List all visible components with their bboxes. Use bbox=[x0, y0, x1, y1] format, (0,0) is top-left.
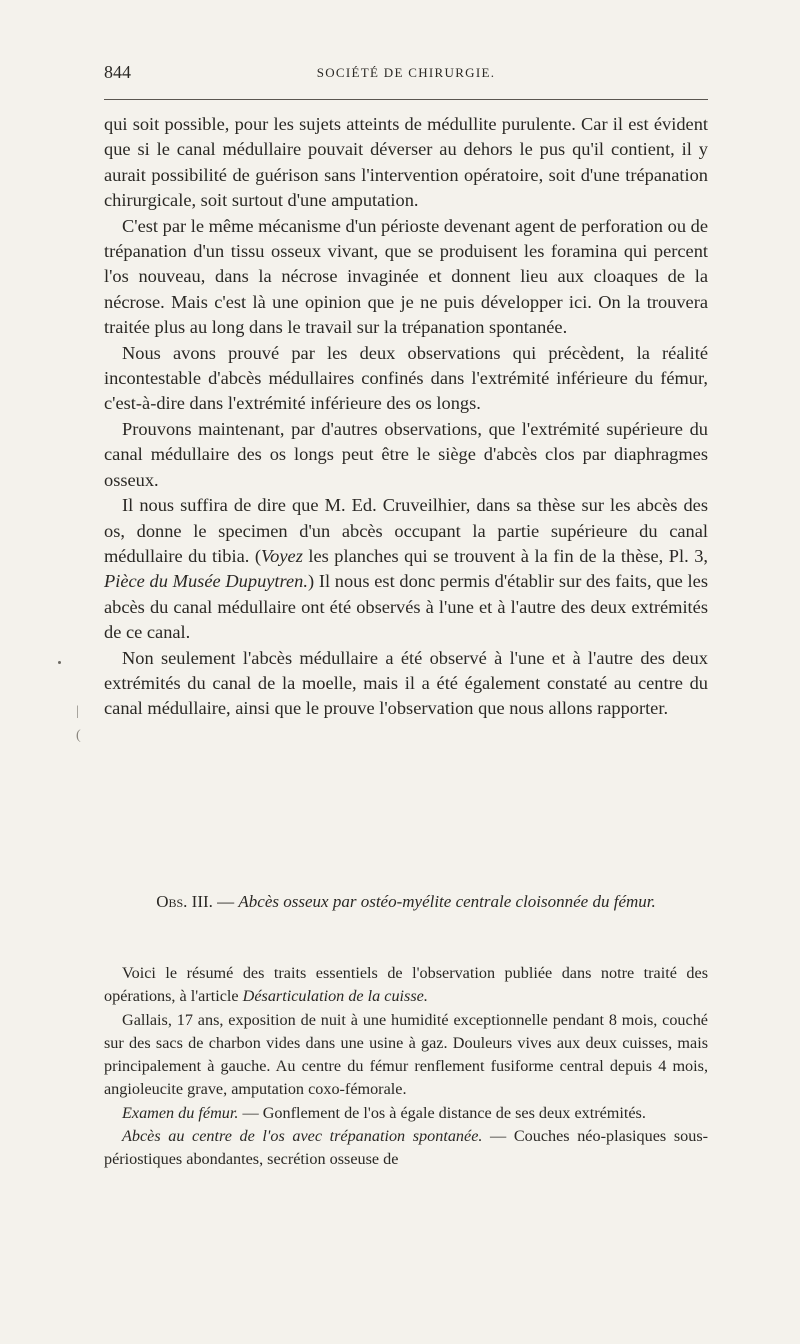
paragraph-2: C'est par le même mécanisme d'un périoste devenant agent de perforation ou de trépanation d'un tissu osseux vivant, que se produisent les foramina qui percent l'os nouveau, dans la nécrose invaginée et donnent lieu aux cloaques de la nécrose. Mais c'est là une opinion que je ne puis développer ici. On la trouvera traitée plus au long dans le travail sur la trépanation spontanée. bbox=[104, 215, 708, 338]
margin-mark: | bbox=[76, 704, 79, 719]
paragraph-6: Non seulement l'abcès médullaire a été observé à l'une et à l'autre des deux extrémités du canal de la moelle, mais il a été également constaté au centre du canal médullaire, ainsi que le prouve l'observation que nous allons rapporter. bbox=[104, 647, 708, 719]
summary-paragraph-4 bbox=[104, 1125, 708, 1172]
summary-3-heading: Examen du fémur. bbox=[122, 1103, 239, 1122]
paragraph-5-part-a: Il nous suffira de dire que M. Ed. Cruveilhier, dans sa thèse sur les abcès des os, donne le specimen d'un abcès occupant la partie supérieure du canal médullaire du tibia. ( bbox=[104, 495, 708, 566]
observation-title: Abcès osseux par ostéo-myélite centrale cloisonnée du fémur. bbox=[238, 892, 656, 911]
observation-heading bbox=[104, 890, 708, 914]
voyez-italic: Voyez bbox=[260, 545, 303, 566]
paragraph-1: qui soit possible, pour les sujets atteints de médullite purulente. Car il est évident que si le canal médullaire pouvait déverser au dehors le pus qu'il contient, il y aurait possibilité de guérison sans l'intervention opératoire, soit d'une trépanation chirurgicale, soit surtout d'une amputation. bbox=[104, 114, 708, 211]
paragraph-4: Prouvons maintenant, par d'autres observations, que l'extrémité supérieure du canal médullaire des os longs peut être le siège d'abcès clos par diaphragmes osseux. bbox=[104, 418, 708, 490]
paragraph-5-part-c: ) Il nous est donc permis d'établir sur des faits, que les abcès du canal médullaire ont été observés à l'une et à l'autre des deux extrémités de ce canal. bbox=[104, 571, 708, 643]
paper-speck bbox=[58, 661, 61, 664]
header-rule bbox=[104, 99, 708, 100]
summary-4-heading: Abcès au centre de l'os avec trépanation spontanée. bbox=[122, 1127, 483, 1146]
summary-1-article: Désarticulation de la cuisse. bbox=[242, 987, 428, 1006]
summary-paragraph-1 bbox=[104, 962, 708, 1009]
page-header bbox=[104, 56, 708, 92]
observation-label: Obs. III. bbox=[156, 892, 213, 911]
paragraph-5-part-b: les planches qui se trouvent à la fin de la thèse, Pl. 3, bbox=[302, 545, 708, 566]
observation-summary bbox=[104, 962, 708, 1172]
paragraph-3: Nous avons prouvé par les deux observations qui précèdent, la réalité incontestable d'abcès médullaires confinés dans l'extrémité inférieure du fémur, c'est-à-dire dans l'extrémité inférieure des os longs. bbox=[104, 342, 708, 414]
running-title: SOCIÉTÉ DE CHIRURGIE. bbox=[316, 65, 496, 80]
page-number: 844 bbox=[104, 62, 131, 82]
main-text bbox=[104, 112, 708, 722]
summary-4-text: — Couches néo-plasiques sous-périostiques abondantes, secrétion osseuse de bbox=[104, 1127, 709, 1169]
piece-musee-italic: Pièce du Musée Dupuytren. bbox=[104, 571, 308, 592]
summary-paragraph-2: Gallais, 17 ans, exposition de nuit à une humidité exceptionnelle pendant 8 mois, couché sur des sacs de charbon vides dans une usine à gaz. Douleurs vives aux deux cuisses, mais principalement à gauche. Au centre du fémur renflement fusiforme central depuis 4 mois, angioleucite grave, amputation coxo-fémorale. bbox=[104, 1010, 708, 1099]
summary-3-text: — Gonflement de l'os à égale distance de ses deux extrémités. bbox=[238, 1103, 646, 1122]
paragraph-5 bbox=[104, 493, 708, 645]
summary-1-text: Voici le résumé des traits essentiels de l'observation publiée dans notre traité des opérations, à l'article bbox=[104, 964, 708, 1006]
summary-paragraph-3 bbox=[104, 1102, 708, 1125]
observation-dash: — bbox=[212, 892, 239, 911]
margin-mark: ( bbox=[76, 728, 81, 743]
